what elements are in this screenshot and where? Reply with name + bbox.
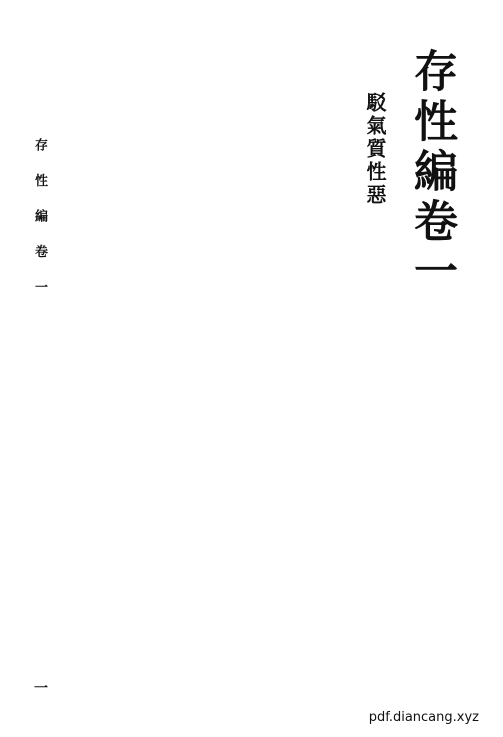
text-column: [286, 60, 306, 692]
text-column: [174, 60, 194, 692]
book-title: 存性編卷一: [406, 48, 457, 298]
page-number: 一: [34, 681, 48, 697]
text-column: [264, 60, 284, 692]
text-column: [106, 60, 126, 692]
chapter-heading: 駁氣質性惡: [363, 92, 387, 207]
text-column: [84, 60, 104, 692]
text-column: [241, 60, 261, 692]
text-column: [331, 60, 351, 692]
text-column: [61, 60, 81, 692]
body-text: [39, 60, 351, 692]
text-column: [219, 60, 239, 692]
text-column: [308, 60, 328, 692]
text-column: [129, 60, 149, 692]
text-column: [196, 60, 216, 692]
text-column: [151, 60, 171, 692]
watermark: pdf.diancang.xyz: [368, 710, 479, 725]
running-title: 存 性 編 卷 一: [32, 138, 47, 303]
